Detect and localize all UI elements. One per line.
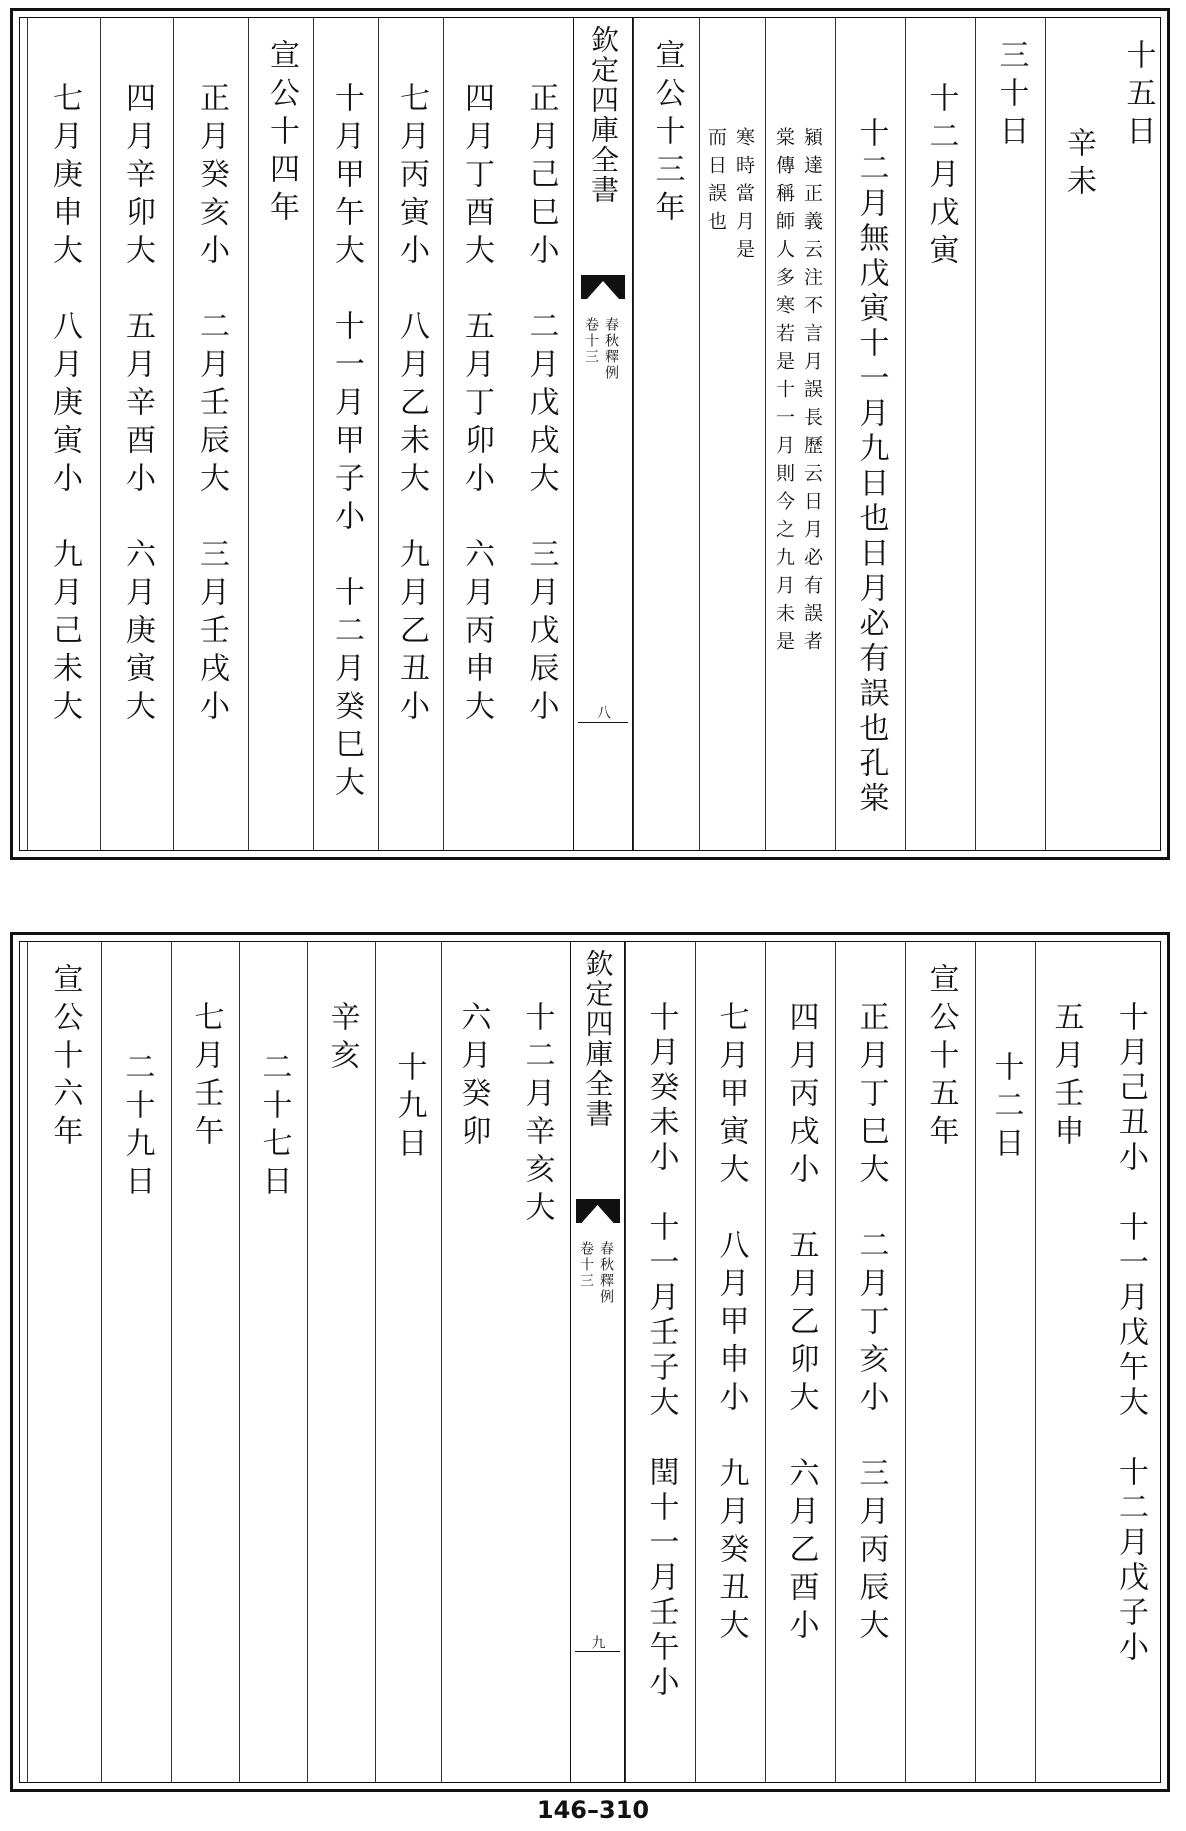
text-column [695, 941, 765, 1783]
book-title: 欽定四庫全書 [587, 25, 620, 205]
text-column [101, 941, 171, 1783]
column-text: 二十九日 [119, 1051, 155, 1203]
column-text: 宣公十六年 [47, 963, 83, 1153]
volume-number: 卷十三 [583, 317, 599, 365]
column-text: 辛亥 [324, 1001, 360, 1077]
lower-page [10, 932, 1170, 1792]
column-text: 宣公十四年 [264, 39, 299, 229]
text-column [100, 17, 173, 851]
book-name: 春秋釋例 [598, 1241, 614, 1305]
text-column [633, 17, 699, 851]
text-column [375, 941, 441, 1783]
text-column [835, 17, 905, 851]
fish-tail-mark [576, 1199, 620, 1223]
annotation-text: 潁達正義云注不言月誤長歷云日月必有誤者 [801, 127, 823, 659]
text-column [378, 17, 443, 851]
text-column [1035, 941, 1095, 1783]
volume-number: 卷十三 [578, 1241, 594, 1289]
column-text: 六月癸卯 [455, 1001, 491, 1153]
fish-tail-mark [581, 275, 625, 299]
column-text: 十二月無戊寅十一月九日也日月必有誤也孔棠 [853, 117, 889, 817]
column-text: 十月己丑小 十一月戊午大 十二月戊子小 [1113, 1001, 1148, 1666]
text-column [975, 17, 1045, 851]
column-text: 四月辛卯大 五月辛酉小 六月庚寅大 [120, 82, 155, 728]
text-column [503, 941, 570, 1783]
column-text: 十月甲午大 十一月甲子小 十二月癸巳大 [329, 82, 364, 804]
column-text: 七月壬午 [188, 1001, 224, 1153]
column-text: 十二月戊寅 [923, 82, 959, 272]
column-text: 十二月辛亥大 [519, 1001, 555, 1229]
column-text: 四月丙戌小 五月乙卯大 六月乙酉小 [783, 1001, 819, 1647]
column-text: 正月癸亥小 二月壬辰大 三月壬戌小 [194, 82, 229, 728]
page-number: 九 [589, 1635, 606, 1649]
annotation-column [765, 17, 835, 851]
text-column [905, 17, 975, 851]
column-text: 宣公十三年 [649, 39, 685, 229]
text-column [1095, 941, 1165, 1783]
column-text: 七月丙寅小 八月乙未大 九月乙丑小 [394, 82, 429, 728]
text-column [508, 17, 573, 851]
column-text: 五月壬申 [1048, 1001, 1084, 1153]
text-column [441, 941, 503, 1783]
column-text: 七月庚申大 八月庚寅小 九月己未大 [47, 82, 82, 728]
column-text: 正月丁巳大 二月丁亥小 三月丙辰大 [853, 1001, 889, 1647]
column-text: 三十日 [993, 39, 1029, 153]
page-number: 八 [595, 705, 611, 719]
text-column [27, 941, 101, 1783]
column-text: 十五日 [1120, 39, 1156, 153]
text-column [1045, 17, 1110, 851]
fold-line [578, 722, 628, 723]
column-text: 宣公十五年 [923, 963, 959, 1153]
column-text: 十月癸未小 十一月壬子大 閏十一月壬午小 [643, 1001, 679, 1701]
text-column [625, 941, 695, 1783]
column-text: 十九日 [391, 1051, 427, 1165]
upper-page [10, 8, 1170, 860]
page-footer-number: 146–310 [536, 1796, 650, 1824]
text-column [173, 17, 248, 851]
fold-line [575, 1651, 620, 1652]
text-column [307, 941, 375, 1783]
annotation-text: 而日誤也 [705, 127, 727, 239]
column-text: 十二日 [988, 1051, 1024, 1165]
text-column [313, 17, 378, 851]
text-column [1110, 17, 1165, 851]
text-column [765, 941, 835, 1783]
text-column [835, 941, 905, 1783]
text-column [27, 17, 100, 851]
column-text: 七月甲寅大 八月甲申小 九月癸丑大 [713, 1001, 749, 1647]
book-name: 春秋釋例 [603, 317, 619, 381]
text-column [975, 941, 1035, 1783]
column-text: 二十七日 [256, 1051, 292, 1203]
book-title: 欽定四庫全書 [581, 949, 615, 1129]
annotation-text: 棠傳稱師人多寒若是十一月則今之九月未是 [773, 127, 795, 659]
text-column [171, 941, 239, 1783]
text-column [905, 941, 975, 1783]
center-fold [570, 941, 625, 1783]
text-column [248, 17, 313, 851]
annotation-text: 寒時當月是 [733, 127, 755, 267]
column-text: 正月己巳小 二月戊戌大 三月戊辰小 [523, 82, 559, 728]
text-column [239, 941, 307, 1783]
text-column [443, 17, 508, 851]
annotation-column [699, 17, 765, 851]
center-fold [573, 17, 633, 851]
column-text: 四月丁酉大 五月丁卯小 六月丙申大 [459, 82, 494, 728]
column-text: 辛未 [1061, 127, 1096, 203]
